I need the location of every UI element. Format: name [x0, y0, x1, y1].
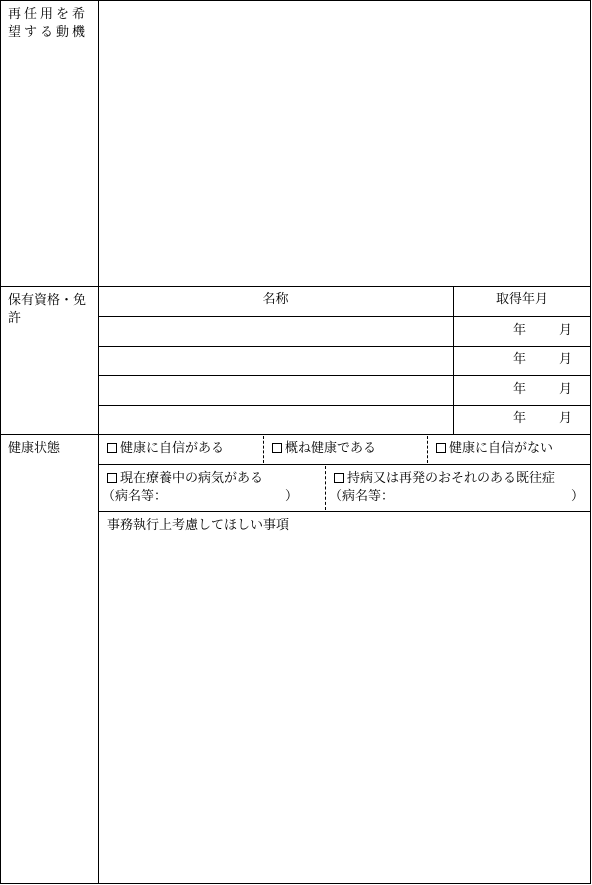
qual-row-divider-1 [98, 346, 591, 347]
qual-row-2-year-unit: 年 [513, 352, 527, 367]
qual-row-divider-2 [98, 375, 591, 376]
qualifications-label-line1: 保有資格・免 [8, 293, 87, 308]
qual-col-date-header: 取得年月 [495, 292, 548, 307]
health-option-1-label: 健康に自信がある [120, 441, 225, 456]
illness-current[interactable] [107, 470, 263, 488]
illness-chronic[interactable] [334, 470, 555, 488]
qual-row-3-month-unit: 月 [559, 382, 573, 397]
illness-current-label: 現在療養中の病気がある [120, 471, 264, 486]
motivation-label [8, 6, 88, 42]
qual-row-1-year-unit: 年 [513, 323, 527, 338]
qual-col-name-header: 名称 [262, 292, 289, 307]
health-option-divider-2 [427, 436, 428, 463]
checkbox-illness-current[interactable] [107, 473, 117, 483]
health-option-2[interactable] [272, 440, 376, 458]
checkbox-health-option-2[interactable] [272, 443, 282, 453]
qualifications-label [8, 292, 86, 328]
considerations-label: 事務執行上考慮してほしい事項 [107, 518, 290, 533]
illness-divider [325, 466, 326, 510]
section-divider-1 [0, 286, 591, 287]
qual-row-1-month-unit: 月 [559, 323, 573, 338]
health-option-3-label: 健康に自信がない [449, 441, 554, 456]
motivation-label-line1: 再任用を希 [8, 7, 89, 22]
illness-chronic-detail-open: （病名等： [329, 489, 395, 504]
illness-current-detail-close: ） [285, 489, 299, 504]
motivation-label-line2: 望する動機 [8, 25, 89, 40]
checkbox-illness-chronic[interactable] [334, 473, 344, 483]
qual-row-3-year-unit: 年 [513, 382, 527, 397]
qual-row-2-month-unit: 月 [559, 352, 573, 367]
health-option-1[interactable] [107, 440, 224, 458]
health-row-divider-1 [98, 464, 591, 465]
qualifications-label-line2: 許 [8, 311, 22, 326]
checkbox-health-option-1[interactable] [107, 443, 117, 453]
health-row-divider-2 [98, 511, 591, 512]
qual-header-divider [98, 316, 591, 317]
health-option-3[interactable] [436, 440, 553, 458]
health-label: 健康状態 [8, 441, 61, 456]
section-divider-2 [0, 434, 591, 435]
qual-row-divider-3 [98, 405, 591, 406]
qual-row-4-month-unit: 月 [559, 411, 573, 426]
illness-current-detail-open: （病名等： [102, 489, 168, 504]
illness-chronic-detail-close: ） [571, 489, 585, 504]
motivation-input[interactable] [100, 2, 588, 284]
checkbox-health-option-3[interactable] [436, 443, 446, 453]
qual-row-4-year-unit: 年 [513, 411, 527, 426]
health-option-2-label: 概ね健康である [285, 441, 377, 456]
label-column-divider [98, 0, 99, 884]
illness-chronic-label: 持病又は再発のおそれのある既往症 [347, 471, 556, 486]
health-option-divider-1 [263, 436, 264, 463]
